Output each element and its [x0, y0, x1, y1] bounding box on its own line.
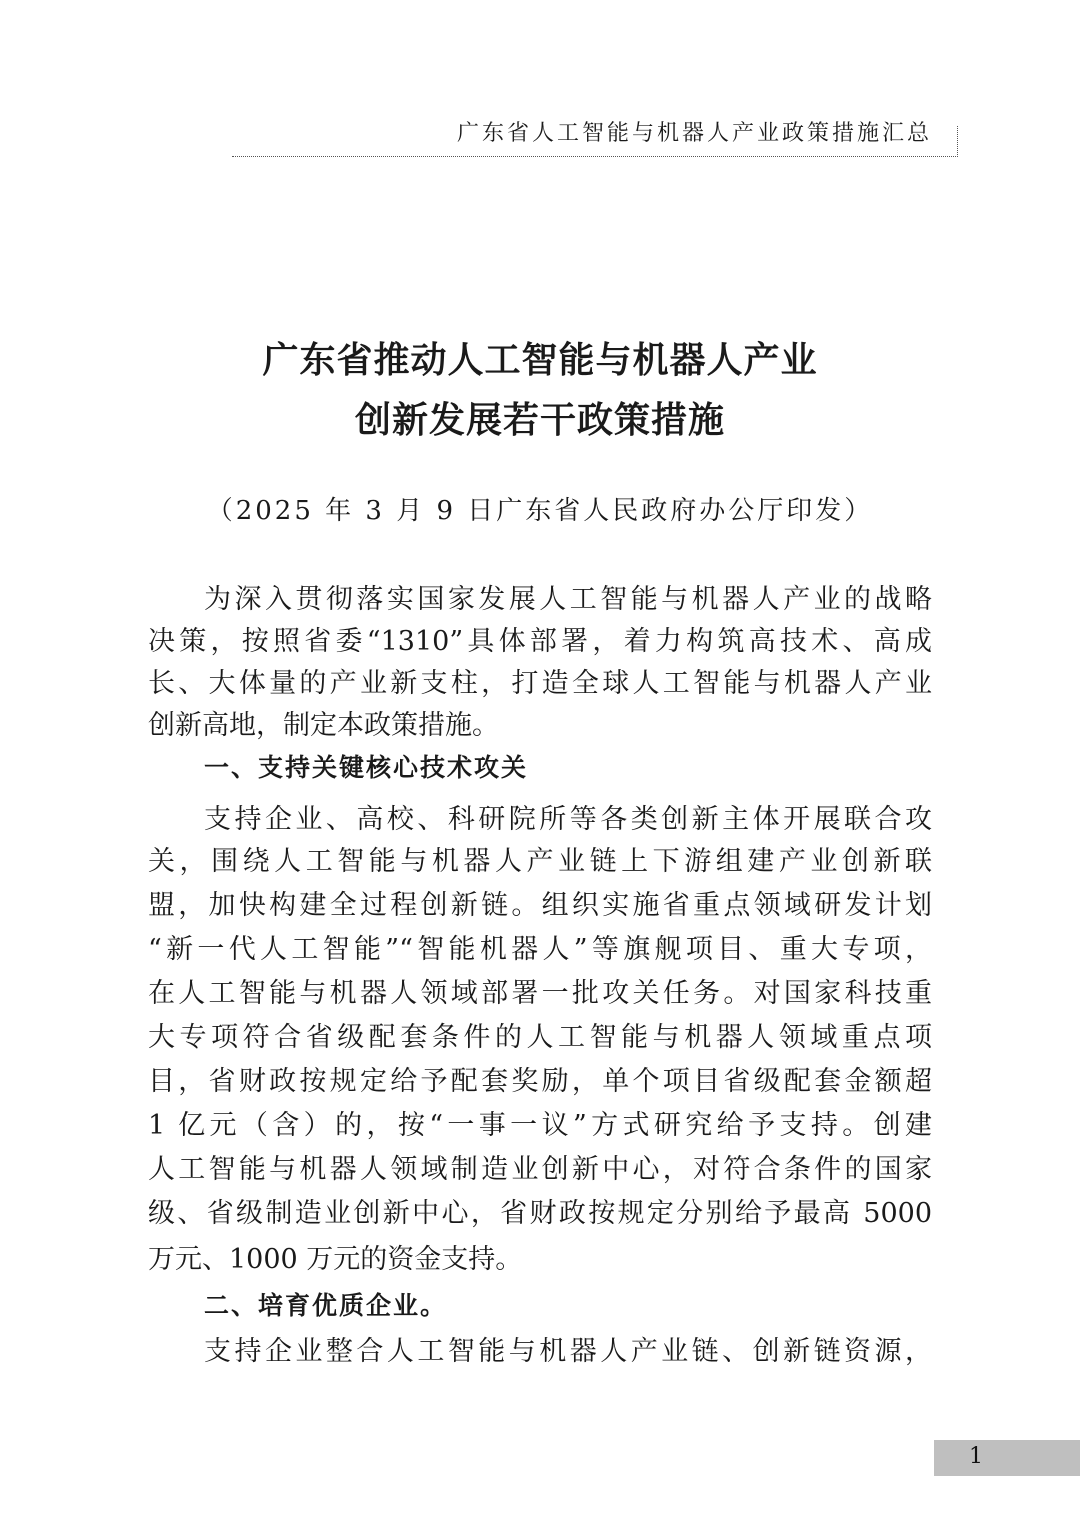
section-1-line-3: 盟，加快构建全过程创新链。组织实施省重点领域研发计划	[148, 890, 932, 921]
header-corner-mark	[957, 126, 958, 157]
document-subtitle: （2025 年 3 月 9 日广东省人民政府办公厅印发）	[206, 496, 874, 526]
section-1-line-5: 在人工智能与机器人领域部署一批攻关任务。对国家科技重	[148, 978, 932, 1009]
page-number: 1	[969, 1444, 983, 1469]
section-1-line-9: 人工智能与机器人领域制造业创新中心，对符合条件的国家	[148, 1154, 932, 1185]
document-title-line-2: 创新发展若干政策措施	[354, 400, 725, 441]
intro-line-3: 长、大体量的产业新支柱，打造全球人工智能与机器人产业	[148, 668, 932, 699]
section-1-line-10: 级、省级制造业创新中心，省财政按规定分别给予最高 5000	[148, 1198, 932, 1229]
document-title-line-1: 广东省推动人工智能与机器人产业	[262, 340, 818, 381]
section-1-line-8: 1 亿元（含）的，按“一事一议”方式研究给予支持。创建	[148, 1110, 932, 1141]
intro-line-4: 创新高地，制定本政策措施。	[148, 710, 499, 741]
header-rule	[232, 156, 958, 157]
section-2-line-1: 支持企业整合人工智能与机器人产业链、创新链资源，	[204, 1336, 932, 1367]
section-1-line-6: 大专项符合省级配套条件的人工智能与机器人领域重点项	[148, 1022, 932, 1053]
section-1-line-2: 关，围绕人工智能与机器人产业链上下游组建产业创新联	[148, 846, 932, 877]
running-header: 广东省人工智能与机器人产业政策措施汇总	[456, 121, 932, 146]
intro-line-1: 为深入贯彻落实国家发展人工智能与机器人产业的战略	[204, 584, 932, 615]
section-2-heading: 二、培育优质企业。	[204, 1291, 448, 1320]
page-number-box	[934, 1440, 1080, 1476]
section-1-line-4: “新一代人工智能”“智能机器人”等旗舰项目、重大专项，	[148, 934, 932, 965]
intro-line-2: 决策，按照省委“1310”具体部署，着力构筑高技术、高成	[148, 626, 932, 657]
section-1-heading: 一、支持关键核心技术攻关	[204, 753, 529, 782]
section-1-line-1: 支持企业、高校、科研院所等各类创新主体开展联合攻	[204, 804, 932, 835]
section-1-line-7: 目，省财政按规定给予配套奖励，单个项目省级配套金额超	[148, 1066, 932, 1097]
section-1-line-11: 万元、1000 万元的资金支持。	[148, 1244, 523, 1275]
